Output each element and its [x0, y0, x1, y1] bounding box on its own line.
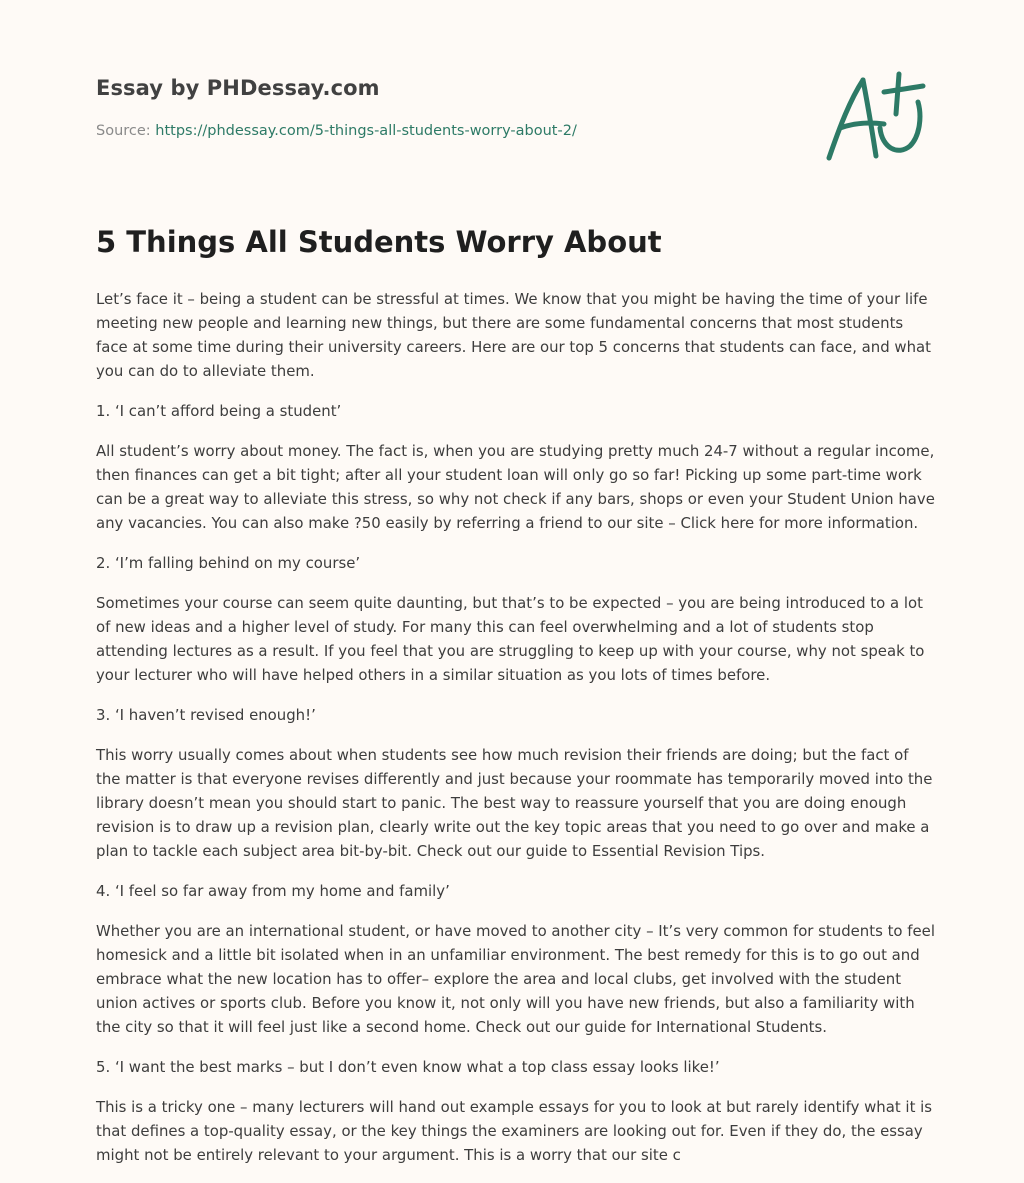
essay-body	[96, 287, 936, 1183]
section-paragraph-1: All student’s worry about money. The fact is, when you are studying pretty much 24-7 without a regular income, then finances can get a bit tight; after all your student loan will only go so far! Picking up some part-time work can be a great way to alleviate this stress, so why not check if any bars, shops or even your Student Union have any vacancies. You can also make ?50 easily by referring a friend to our site – Click here for more information.	[96, 442, 935, 532]
source-link[interactable]: https://phdessay.com/5-things-all-students-worry-about-2/	[155, 123, 577, 139]
section-paragraph-2: Sometimes your course can seem quite daunting, but that’s to be expected – you are being introduced to a lot of new ideas and a higher level of study. For many this can feel overwhelming and a lot of students stop attending lectures as a result. If you feel that you are struggling to keep up with your course, why not speak to your lecturer who will have helped others in a similar situation as you lots of times before.	[96, 594, 925, 684]
brand-title: Essay by PHDessay.com	[96, 76, 380, 100]
source-label: Source:	[96, 123, 156, 139]
section-heading-5: 5. ‘I want the best marks – but I don’t even know what a top class essay looks like!’	[96, 1058, 720, 1076]
essay-title: 5 Things All Students Worry About	[96, 225, 662, 259]
section-paragraph-5: This is a tricky one – many lecturers will hand out example essays for you to look at but rarely identify what it is that defines a top-quality essay, or the key things the examiners are looking out for. Even if they do, the essay might not be entirely relevant to your argument. This is a worry that our site c	[96, 1098, 933, 1164]
section-heading-1: 1. ‘I can’t afford being a student’	[96, 402, 342, 420]
section-paragraph-3: This worry usually comes about when students see how much revision their friends are doing; but the fact of the matter is that everyone revises differently and just because your roommate has temporarily moved into the library doesn’t mean you should start to panic. The best way to reassure yourself that you are doing enough revision is to draw up a revision plan, clearly write out the key topic areas that you need to go over and make a plan to tackle each subject area bit-by-bit. Check out our guide to Essential Revision Tips.	[96, 746, 933, 860]
source-line	[96, 123, 577, 139]
section-heading-3: 3. ‘I haven’t revised enough!’	[96, 706, 316, 724]
intro-paragraph: Let’s face it – being a student can be stressful at times. We know that you might be having the time of your life meeting new people and learning new things, but there are some fundamental concerns that most students face at some time during their university careers. Here are our top 5 concerns that students can face, and what you can do to alleviate them.	[96, 290, 932, 380]
section-heading-4: 4. ‘I feel so far away from my home and family’	[96, 882, 450, 900]
section-paragraph-4: Whether you are an international student, or have moved to another city – It’s very common for students to feel homesick and a little bit isolated when in an unfamiliar environment. The best remedy for this is to go out and embrace what the new location has to offer– explore the area and local clubs, get involved with the student union actives or sports club. Before you know it, not only will you have new friends, but also a familiarity with the city so that it will feel just like a second home. Check out our guide for International Students.	[96, 922, 935, 1036]
a-plus-logo-icon	[818, 66, 930, 166]
section-heading-2: 2. ‘I’m falling behind on my course’	[96, 554, 361, 572]
